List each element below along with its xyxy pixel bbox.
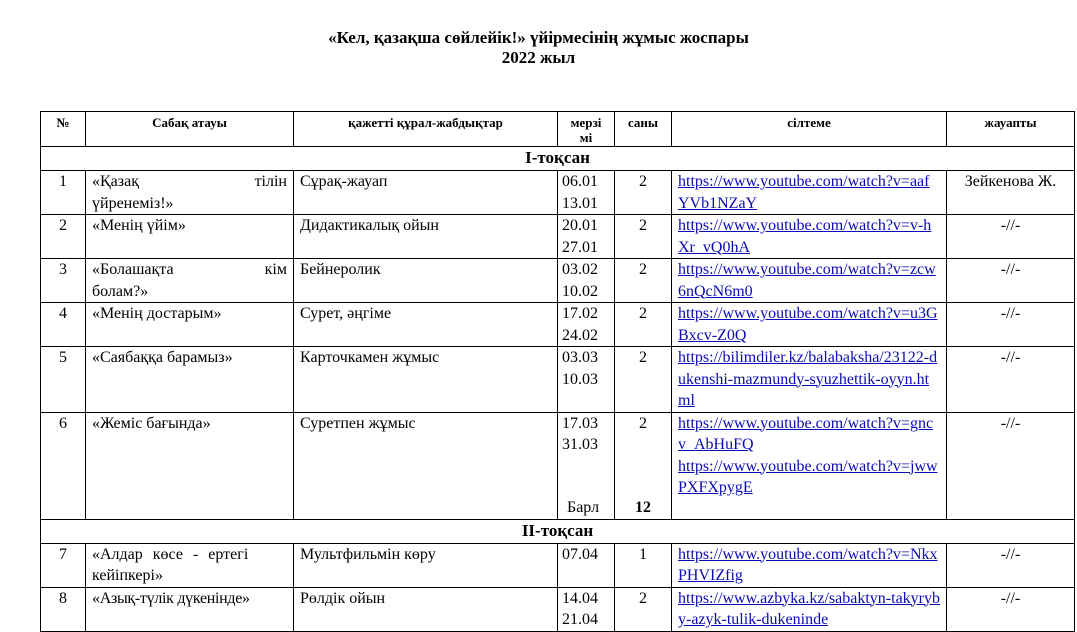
resource-link[interactable]: https://www.youtube.com/watch?v=NkxPHVIZfig xyxy=(678,545,938,584)
link-cell xyxy=(672,171,947,215)
responsible: -//- xyxy=(947,587,1075,631)
resource-link[interactable]: https://www.youtube.com/watch?v=jwwPXFXpygE xyxy=(678,457,938,496)
document-title: «Кел, қазақша сөйлейік!» үйірмесінің жұмыс жоспары xyxy=(328,28,749,47)
resource-link[interactable]: https://www.youtube.com/watch?v=u3GBxcv-Z0Q xyxy=(678,305,938,344)
lesson-name-part: тілін xyxy=(254,173,287,190)
lesson-name-part: кейіпкері» xyxy=(92,567,163,584)
quarter-label: II-тоқсан xyxy=(41,519,1075,543)
date: 24.02 xyxy=(562,326,598,344)
lesson-name-part: үйренеміз!» xyxy=(92,194,174,212)
table-row xyxy=(41,412,1075,519)
date: 17.03 xyxy=(562,414,598,432)
lesson-name: «Менің үйім» xyxy=(86,215,294,259)
row-number: 6 xyxy=(41,412,86,519)
tools: Суретпен жұмыс xyxy=(294,412,558,519)
lesson-name-part: «Болашақта xyxy=(92,261,174,278)
dates xyxy=(558,347,615,413)
link-cell xyxy=(672,412,947,519)
tools: Рөлдік ойын xyxy=(294,587,558,631)
dates xyxy=(558,543,615,587)
resource-link[interactable]: https://bilimdiler.kz/balabaksha/23122-dukenshi-mazmundy-syuzhettik-oyyn.html xyxy=(678,349,938,409)
date: 07.04 xyxy=(562,545,598,563)
header-link: сілтеме xyxy=(672,112,947,147)
table-row xyxy=(41,347,1075,413)
table-row xyxy=(41,587,1075,631)
work-plan-table xyxy=(40,111,1075,632)
responsible: -//- xyxy=(947,347,1075,413)
lesson-name: «Менің достарым» xyxy=(86,303,294,347)
date: 17.02 xyxy=(562,305,598,322)
link-cell xyxy=(672,259,947,303)
count: 2 xyxy=(615,171,672,215)
lesson-name: «Азық-түлік дүкенінде» xyxy=(86,587,294,631)
lesson-name xyxy=(86,171,294,215)
header-count: саны xyxy=(615,112,672,147)
resource-link[interactable]: https://www.youtube.com/watch?v=gncv_AbHuFQ xyxy=(678,414,934,453)
responsible: -//- xyxy=(947,303,1075,347)
table-row xyxy=(41,215,1075,259)
tools: Бейнеролик xyxy=(294,259,558,303)
resource-link[interactable]: https://www.azbyka.kz/sabaktyn-takyryby-azyk-tulik-dukeninde xyxy=(678,589,941,628)
date: 20.01 xyxy=(562,217,598,234)
quarter-row xyxy=(41,519,1075,543)
date: 21.04 xyxy=(562,611,598,628)
responsible: -//- xyxy=(947,412,1075,519)
date: 31.03 xyxy=(562,436,598,453)
link-cell xyxy=(672,543,947,587)
table-header-row xyxy=(41,112,1075,147)
link-cell xyxy=(672,215,947,259)
responsible: -//- xyxy=(947,543,1075,587)
row-number: 7 xyxy=(41,543,86,587)
dates xyxy=(558,412,615,519)
lesson-name xyxy=(86,543,294,587)
dates xyxy=(558,303,615,347)
count: 2 xyxy=(615,215,672,259)
date: 03.02 xyxy=(562,261,598,278)
header-lesson-name: Сабақ атауы xyxy=(86,112,294,147)
row-number: 8 xyxy=(41,587,86,631)
count: 1 xyxy=(615,543,672,587)
lesson-name: «Жеміс бағында» xyxy=(86,412,294,519)
tools: Сұрақ-жауап xyxy=(294,171,558,215)
table-row xyxy=(41,303,1075,347)
quarter-row xyxy=(41,147,1075,171)
lesson-name-part: «Алдар көсе - ертегі xyxy=(92,545,249,563)
date: 10.02 xyxy=(562,282,598,300)
lesson-name xyxy=(86,259,294,303)
header-tools: қажетті құрал-жабдықтар xyxy=(294,112,558,147)
resource-link[interactable]: https://www.youtube.com/watch?v=aafYVb1NZaY xyxy=(678,173,930,212)
count: 2 xyxy=(615,587,672,631)
date: 27.01 xyxy=(562,238,598,256)
tools: Дидактикалық ойын xyxy=(294,215,558,259)
date: 06.01 xyxy=(562,173,598,190)
date: 03.03 xyxy=(562,349,598,366)
document-year: 2022 жыл xyxy=(501,48,576,67)
responsible: Зейкенова Ж. xyxy=(947,171,1075,215)
dates xyxy=(558,587,615,631)
row-number: 2 xyxy=(41,215,86,259)
date: 10.03 xyxy=(562,370,598,388)
total-value: 12 xyxy=(635,499,651,516)
table-row xyxy=(41,259,1075,303)
table-row xyxy=(41,171,1075,215)
row-number: 4 xyxy=(41,303,86,347)
tools: Мультфильмін көру xyxy=(294,543,558,587)
count: 2 xyxy=(615,259,672,303)
header-responsible: жауапты xyxy=(947,112,1075,147)
lesson-name-part: «Қазақ xyxy=(92,173,139,190)
tools: Сурет, әңгіме xyxy=(294,303,558,347)
date: 14.04 xyxy=(562,589,598,607)
resource-link[interactable]: https://www.youtube.com/watch?v=v-hXr_vQ0hA xyxy=(678,217,932,256)
total-label: Барл xyxy=(567,499,600,516)
count-value: 2 xyxy=(639,414,647,432)
dates xyxy=(558,171,615,215)
link-cell xyxy=(672,347,947,413)
count: 2 xyxy=(615,303,672,347)
link-cell xyxy=(672,587,947,631)
lesson-name-part: болам?» xyxy=(92,282,149,300)
count: 2 xyxy=(615,347,672,413)
row-number: 3 xyxy=(41,259,86,303)
dates xyxy=(558,215,615,259)
row-number: 5 xyxy=(41,347,86,413)
dates xyxy=(558,259,615,303)
date: 13.01 xyxy=(562,194,598,212)
responsible: -//- xyxy=(947,215,1075,259)
tools: Карточкамен жұмыс xyxy=(294,347,558,413)
table-row xyxy=(41,543,1075,587)
resource-link[interactable]: https://www.youtube.com/watch?v=zcw6nQcN6m0 xyxy=(678,261,936,300)
lesson-name-part: кім xyxy=(264,261,287,278)
header-number: № xyxy=(41,112,86,147)
row-number: 1 xyxy=(41,171,86,215)
header-dates: мерзі мі xyxy=(558,112,615,147)
link-cell xyxy=(672,303,947,347)
count xyxy=(615,412,672,519)
lesson-name: «Саябаққа барамыз» xyxy=(86,347,294,413)
quarter-label: I-тоқсан xyxy=(41,147,1075,171)
responsible: -//- xyxy=(947,259,1075,303)
